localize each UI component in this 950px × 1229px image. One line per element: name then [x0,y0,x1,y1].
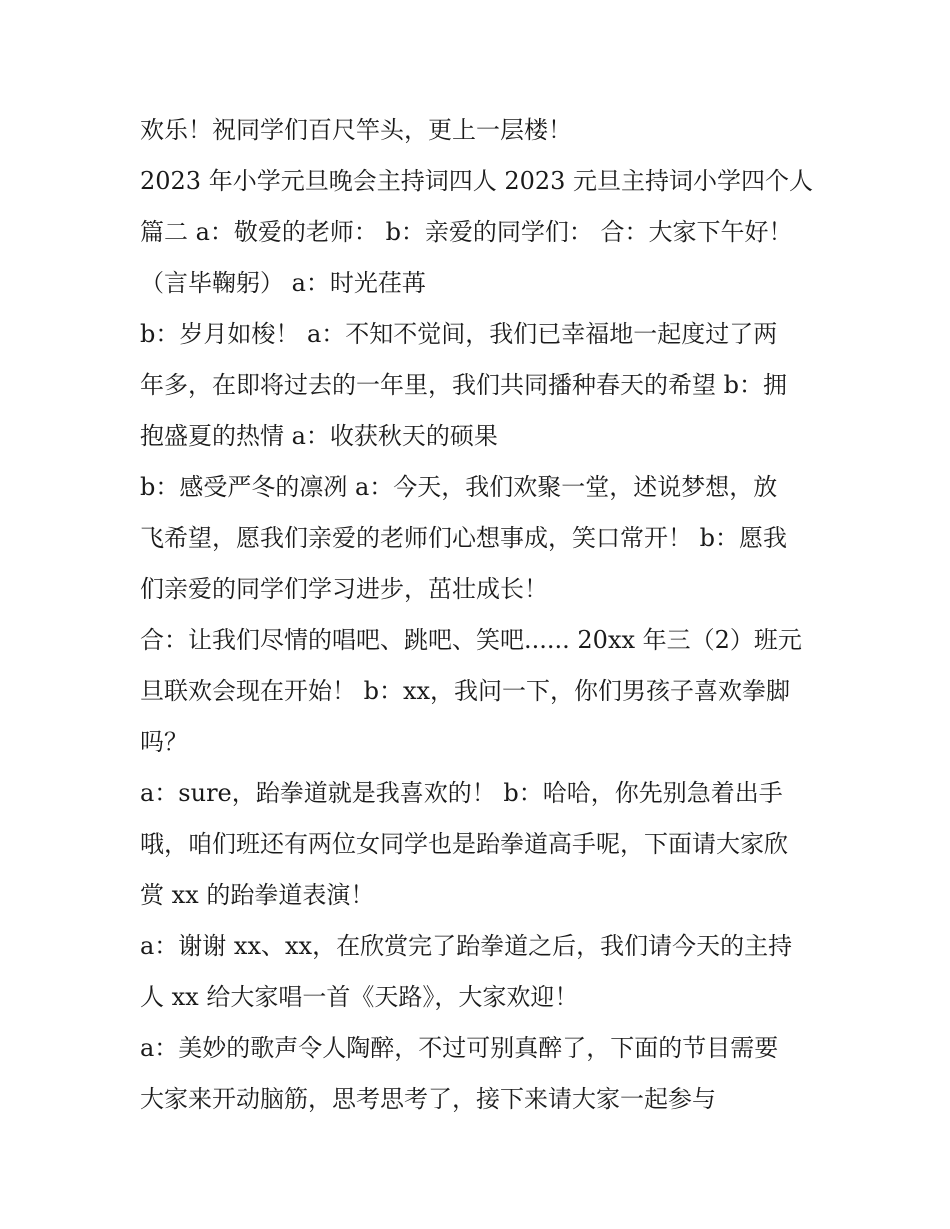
text-line: a：谢谢 xx、xx，在欣赏完了跆拳道之后，我们请今天的主持 [140,932,793,960]
text-line: 合：让我们尽情的唱吧、跳吧、笑吧...... 20xx 年三（2）班元 [140,626,802,654]
document-body [140,105,820,1125]
text-line: 赏 xx 的跆拳道表演！ [140,881,375,909]
text-line: a：sure，跆拳道就是我喜欢的！ b：哈哈，你先别急着出手 [140,779,783,807]
text-line: 大家来开动脑筋，思考思考了，接下来请大家一起参与 [140,1085,716,1113]
text-line: 们亲爱的同学们学习进步，茁壮成长！ [140,575,548,603]
text-line: 2023 年小学元旦晚会主持词四人 2023 元旦主持词小学四个人 [140,167,814,195]
text-line: 哦，咱们班还有两位女同学也是跆拳道高手呢，下面请大家欣 [140,830,788,858]
text-line: 抱盛夏的热情 a：收获秋天的硕果 [140,422,498,450]
text-line: 欢乐！祝同学们百尺竿头，更上一层楼！ [140,116,572,144]
text-line: b：岁月如梭！ a：不知不觉间，我们已幸福地一起度过了两 [140,320,778,348]
text-line: 人 xx 给大家唱一首《天路》，大家欢迎！ [140,983,579,1011]
text-line: 吗？ [140,728,188,756]
text-line: 篇二 a：敬爱的老师： b：亲爱的同学们： 合：大家下午好！ [140,218,793,246]
text-line: 年多，在即将过去的一年里，我们共同播种春天的希望 b：拥 [140,371,787,399]
text-line: 旦联欢会现在开始！ b：xx，我问一下，你们男孩子喜欢拳脚 [140,677,791,705]
text-line: 飞希望，愿我们亲爱的老师们心想事成，笑口常开！ b：愿我 [140,524,787,552]
text-line: （言毕鞠躬） a：时光荏苒 [140,269,426,297]
text-line: b：感受严冬的凛冽 a：今天，我们欢聚一堂，述说梦想，放 [140,473,778,501]
text-line: a：美妙的歌声令人陶醉，不过可别真醉了，下面的节目需要 [140,1034,779,1062]
